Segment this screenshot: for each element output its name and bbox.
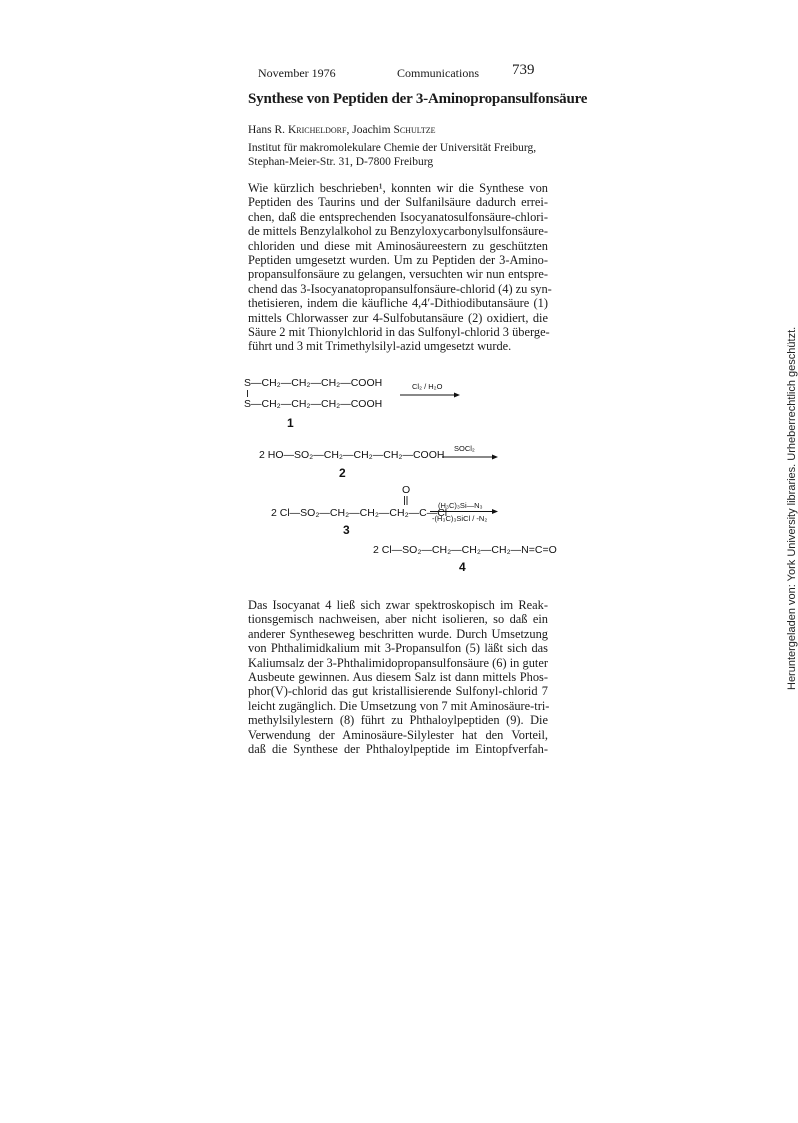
compound-3-oxygen: O [402,484,411,496]
paragraph-2-line: anderer Syntheseweg beschritten wurde. Durch Umsetzung [248,626,548,641]
download-notice: Heruntergeladen von: York University libraries. Urheberrechtlich geschützt. [786,326,798,690]
paragraph-1-line: de mittels Benzylalkohol zu Benzyloxycarbonylsulfonsäure- [248,224,549,239]
author-separator: , [346,124,353,136]
affiliation-line-1: Institut für makromolekulare Chemie der Universität Freiburg, [248,142,537,154]
author-2-last: Schultze [393,124,436,136]
paragraph-2-line: von Phthalimidkalium mit 3-Propansulfon (5) läßt sich das [248,641,548,656]
author-2-first: Joachim [352,124,391,136]
compound-4: 2 Cl—SO₂—CH₂—CH₂—CH₂—N=C=O [373,544,557,556]
article-title: Synthese von Peptiden der 3-Aminopropansulfonsäure [248,91,588,107]
paragraph-2-line: Das Isocyanat 4 ließ sich zwar spektroskopisch im Reak- [248,598,548,612]
paragraph-2-line: daß die Synthese der Phthaloylpeptide im Eintopfverfah- [248,742,548,757]
compound-1-number: 1 [287,416,294,430]
paragraph-1-line: chend das 3-Isocyanatopropansulfonsäure-chlorid (4) zu syn- [248,281,552,296]
compound-3-number: 3 [343,523,350,537]
paragraph-2 [248,598,548,756]
paragraph-1-line: Peptiden umgesetzt wurden. Um zu Peptiden der 3-Amino- [248,253,548,268]
reaction-scheme [230,368,570,583]
paragraph-1-line: führt und 3 mit Trimethylsilyl-azid umgesetzt wurde. [248,339,512,354]
page-number: 739 [512,62,535,78]
paragraph-2-line: methylsilylestern (8) führt zu Phthaloylpeptiden (9). Die [248,713,548,728]
paragraph-1-line: thetisieren, indem die käufliche 4,4′-Dithiodibutansäure (1) [248,296,548,311]
author-1-last: Kricheldorf [287,124,347,136]
paragraph-1-line: mittels Chlorwasser zur 4-Sulfobutansäure (2) oxidiert, die [248,310,548,325]
reagent-1: Cl₂ / H₂O [412,382,443,391]
compound-2-number: 2 [339,466,346,480]
paragraph-1-line: Säure 2 mit Thionylchlorid in das Sulfonyl-chlorid 3 überge- [248,325,550,340]
compound-1-line-2: S—CH₂—CH₂—CH₂—COOH [244,398,383,410]
reaction-arrow-1-head [454,393,460,398]
paragraph-1-line: chen, daß die entsprechenden Isocyanatosulfonsäure-chlori- [248,209,548,224]
paragraph-2-line: Verwendung der Aminosäure-Silylester hat den Vorteil, [248,727,548,742]
paragraph-2-line: tionsgemisch nachweisen, aber nicht isolieren, so daß ein [248,612,548,627]
compound-3: 2 Cl—SO₂—CH₂—CH₂—CH₂—C—Cl [271,507,448,519]
author-line [248,124,436,136]
header-journal: Communications [397,66,479,80]
author-1-first: Hans R. [248,124,286,136]
paragraph-1 [248,181,552,354]
reaction-arrow-3-head [492,509,498,514]
paragraph-2-line: Kaliumsalz der 3-Phthalimidopropansulfonsäure (6) in guter [248,655,548,670]
compound-4-number: 4 [459,560,466,574]
reagent-2: SOCl₂ [454,444,475,453]
affiliation [248,141,548,169]
reagent-3-top: (H₃C)₃Si—N₃ [438,501,483,510]
reaction-arrow-2-head [492,455,498,460]
affiliation-line-2: Stephan-Meier-Str. 31, D-7800 Freiburg [248,156,434,168]
paragraph-2-line: Ausbeute gewinnen. Aus diesem Salz ist dann mittels Phos- [248,670,548,685]
paragraph-1-line: propansulfonsäure zu gelangen, versuchten wir nun entspre- [248,267,548,282]
paragraph-1-line: Wie kürzlich beschrieben¹, konnten wir die Synthese von [248,181,548,195]
header-date: November 1976 [258,66,336,80]
compound-2: 2 HO—SO₂—CH₂—CH₂—CH₂—COOH [259,449,445,461]
paragraph-1-line: Peptiden des Taurins und der Sulfanilsäure dadurch errei- [248,195,548,210]
paragraph-1-line: chloriden und diese mit Aminosäureestern zu geschützten [248,238,548,253]
compound-1-line-1: S—CH₂—CH₂—CH₂—COOH [244,377,383,389]
reagent-3-bottom: -(H₃C)₃SiCl / -N₂ [432,514,488,523]
paragraph-2-line: phor(V)-chlorid das gut kristallisierende Sulfonyl-chlorid 7 [248,684,548,699]
paragraph-2-line: leicht zugänglich. Die Umsetzung von 7 mit Aminosäure-tri- [248,698,550,713]
